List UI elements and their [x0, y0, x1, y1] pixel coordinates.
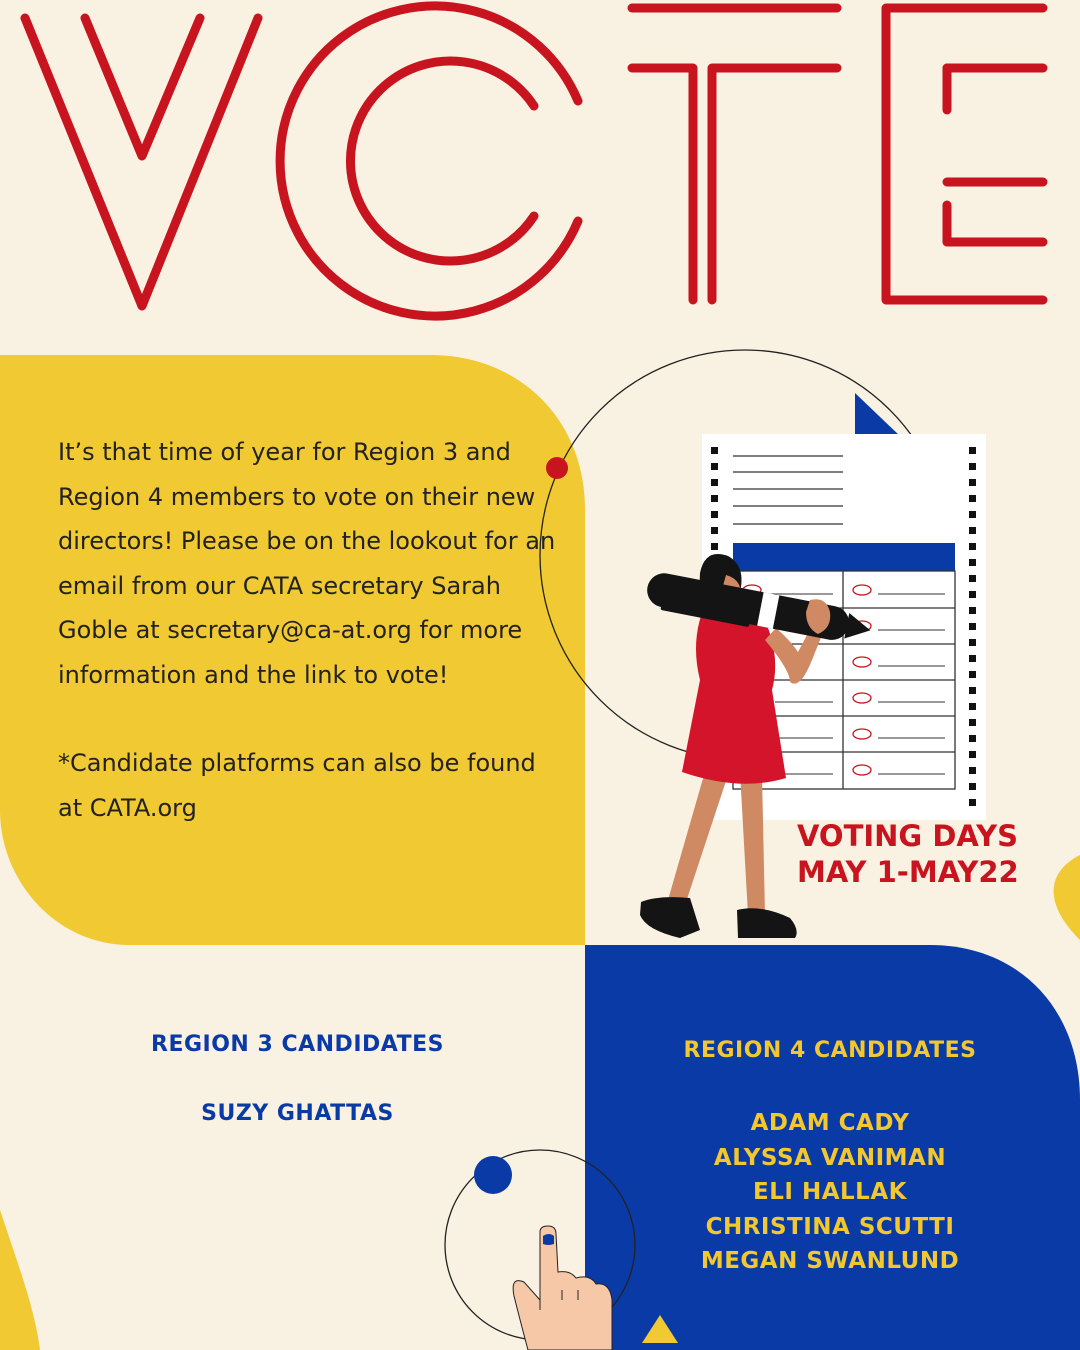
list-item: SUZY GHATTAS — [201, 1101, 394, 1126]
blue-dot — [474, 1156, 512, 1194]
list-item: MEGAN SWANLUND — [700, 1248, 960, 1274]
letter-t-bar — [632, 68, 693, 300]
vote-headline — [25, 6, 1043, 316]
region-3-candidate-list — [120, 1101, 475, 1126]
letter-v-outer — [25, 18, 258, 306]
intro-paragraph: It’s that time of year for Region 3 and Region 4 members to vote on their new directors! Please be on the lookout for an email from our CATA secretary Sarah Goble at secretary@ca-at.org for more information and the link to vote! — [58, 438, 556, 689]
letter-o-inner — [350, 61, 534, 261]
region-3-heading: REGION 3 CANDIDATES — [151, 1032, 444, 1057]
platforms-note: *Candidate platforms can also be found at CATA.org — [58, 749, 536, 822]
blue-triangle — [855, 393, 900, 436]
list-item: ALYSSA VANIMAN — [713, 1144, 947, 1171]
region-4-heading: REGION 4 CANDIDATES — [683, 1038, 977, 1063]
intro-text — [58, 430, 558, 830]
voting-days — [797, 818, 1077, 890]
voting-days-range: MAY 1-MAY22 — [797, 855, 1019, 889]
letter-e-outer — [886, 8, 1043, 300]
region-4-candidate-list — [640, 1106, 1020, 1279]
letter-o-outer — [280, 6, 578, 316]
letter-v-inner — [85, 18, 200, 156]
list-item: ADAM CADY — [750, 1110, 910, 1136]
yellow-corner-shape — [0, 1210, 40, 1350]
list-item: ELI HALLAK — [753, 1179, 907, 1205]
list-item: CHRISTINA SCUTTI — [705, 1213, 955, 1240]
letter-t-bar-right — [712, 68, 837, 300]
voting-days-title: VOTING DAYS — [797, 819, 1018, 853]
